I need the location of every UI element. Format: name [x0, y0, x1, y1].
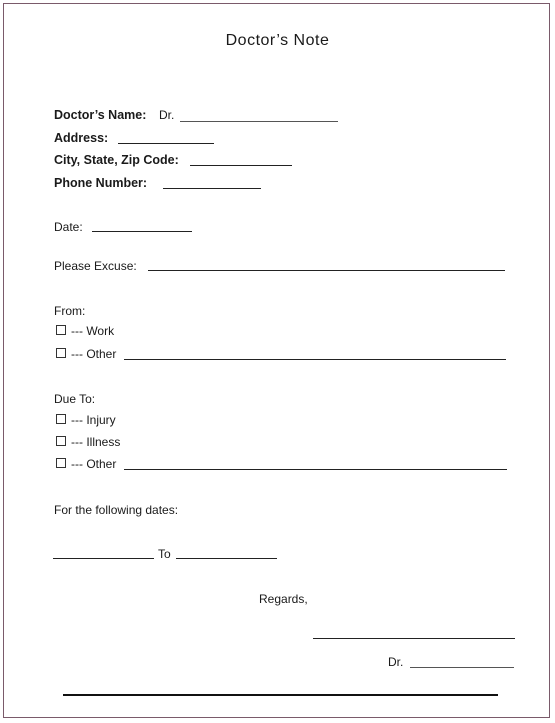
- please-excuse-field[interactable]: [148, 270, 505, 271]
- from-other-label: --- Other: [71, 347, 117, 361]
- phone-number-label: Phone Number:: [54, 176, 148, 190]
- doctor-prefix: Dr.: [159, 108, 175, 122]
- regards-text: Regards,: [259, 592, 308, 606]
- from-other-checkbox[interactable]: [56, 348, 66, 358]
- city-state-zip-label: City, State, Zip Code:: [54, 153, 179, 167]
- from-other-field[interactable]: [124, 359, 506, 360]
- due-injury-label: --- Injury: [71, 413, 116, 427]
- due-injury-checkbox[interactable]: [56, 414, 66, 424]
- to-label: To: [158, 547, 171, 561]
- from-heading: From:: [54, 304, 86, 318]
- end-date-field[interactable]: [176, 558, 277, 559]
- please-excuse-label: Please Excuse:: [54, 259, 137, 273]
- doctor-name-field[interactable]: [180, 121, 338, 122]
- following-dates-heading: For the following dates:: [54, 503, 179, 517]
- due-illness-checkbox[interactable]: [56, 436, 66, 446]
- bottom-divider: [63, 694, 498, 696]
- address-field[interactable]: [118, 143, 214, 144]
- signature-name-field[interactable]: [410, 667, 514, 668]
- start-date-field[interactable]: [53, 558, 154, 559]
- city-state-zip-field[interactable]: [190, 165, 292, 166]
- date-label: Date:: [54, 220, 83, 234]
- due-other-field[interactable]: [124, 469, 507, 470]
- from-work-checkbox[interactable]: [56, 325, 66, 335]
- due-other-label: --- Other: [71, 457, 117, 471]
- signature-prefix: Dr.: [388, 655, 404, 669]
- document-title: Doctor’s Note: [225, 32, 330, 49]
- due-to-heading: Due To:: [54, 392, 96, 406]
- address-label: Address:: [54, 131, 109, 145]
- signature-line[interactable]: [313, 638, 515, 639]
- due-other-checkbox[interactable]: [56, 458, 66, 468]
- phone-number-field[interactable]: [163, 188, 261, 189]
- doctor-name-label: Doctor’s Name:: [54, 108, 147, 122]
- due-illness-label: --- Illness: [71, 435, 121, 449]
- from-work-label: --- Work: [71, 324, 115, 338]
- date-field[interactable]: [92, 231, 192, 232]
